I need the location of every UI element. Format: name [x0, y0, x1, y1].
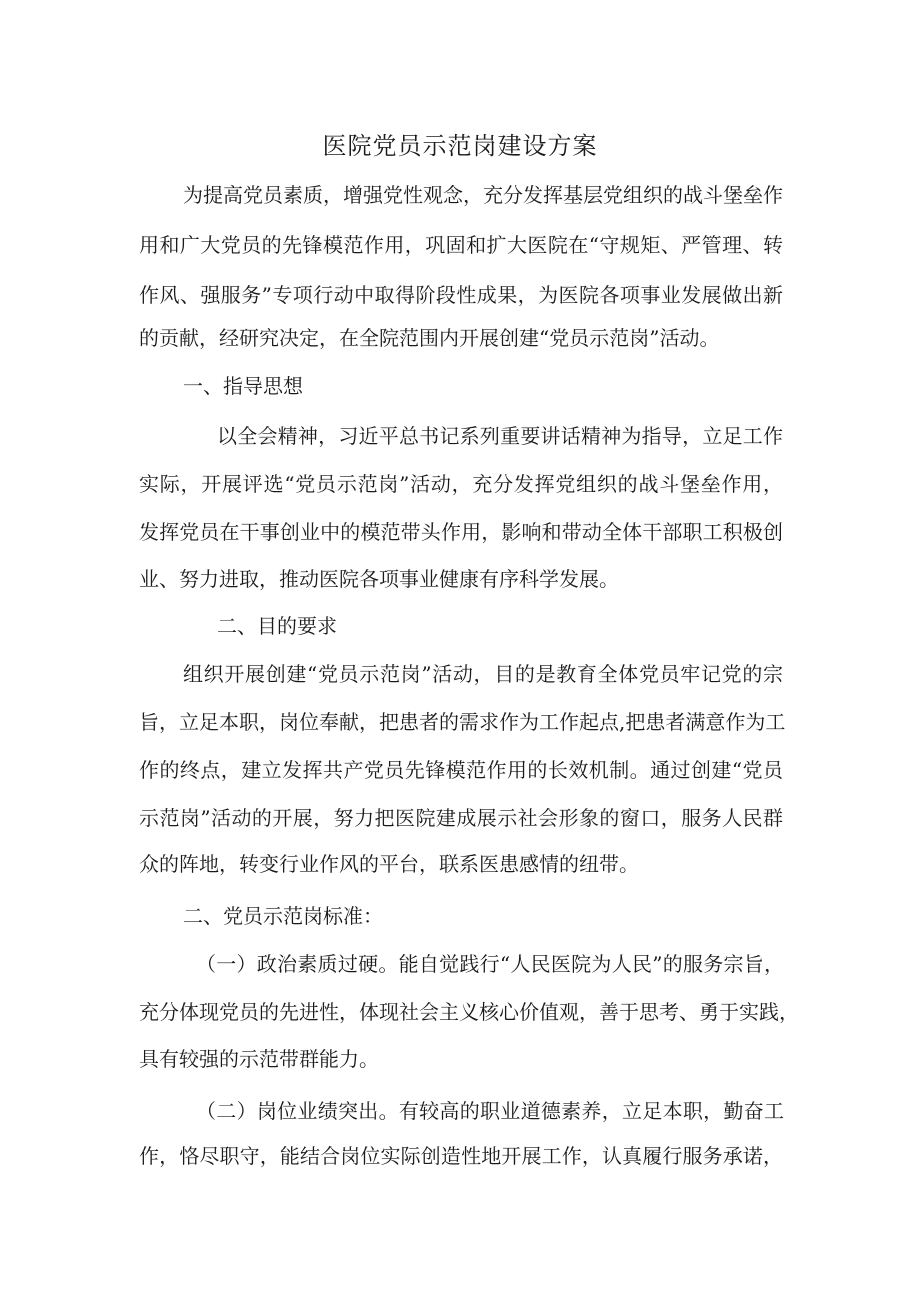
section2-line-4: 示范岗”活动的开展，努力把医院建成展示社会形象的窗口，服务人民群 — [139, 806, 783, 830]
intro-line-4: 的贡献，经研究决定，在全院范围内开展创建“党员示范岗”活动。 — [139, 326, 720, 350]
section-heading-guiding-ideology: 一、指导思想 — [183, 374, 303, 398]
section1-line-3: 发挥党员在干事创业中的模范带头作用，影响和带动全体干部职工积极创 — [139, 520, 783, 544]
standard1-line-3: 具有较强的示范带群能力。 — [139, 1047, 379, 1071]
section1-line-4: 业、努力进取，推动医院各项事业健康有序科学发展。 — [139, 567, 619, 591]
section-heading-objectives: 二、目的要求 — [217, 614, 337, 638]
section2-line-1: 组织开展创建“党员示范岗”活动，目的是教育全体党员牢记党的宗 — [183, 662, 783, 686]
intro-line-3: 作风、强服务”专项行动中取得阶段性成果，为医院各项事业发展做出新 — [139, 283, 783, 307]
intro-line-2: 用和广大党员的先锋模范作用，巩固和扩大医院在“守规矩、严管理、转 — [139, 233, 783, 257]
section2-line-5: 众的阵地，转变行业作风的平台，联系医患感情的纽带。 — [139, 852, 639, 876]
standard1-line-1: （一）政治素质过硬。能自觉践行“人民医院为人民”的服务宗旨， — [196, 952, 784, 976]
section-heading-standards: 二、党员示范岗标准： — [183, 904, 383, 928]
section2-line-2: 旨，立足本职，岗位奉献，把患者的需求作为工作起点,把患者满意作为工 — [139, 710, 786, 734]
section2-line-3: 作的终点，建立发挥共产党员先锋模范作用的长效机制。通过创建“党员 — [139, 758, 783, 782]
intro-line-1: 为提高党员素质，增强党性观念，充分发挥基层党组织的战斗堡垒作 — [183, 183, 783, 207]
standard2-line-2: 作，恪尽职守，能结合岗位实际创造性地开展工作，认真履行服务承诺， — [139, 1144, 783, 1168]
document-title: 医院党员示范岗建设方案 — [322, 132, 598, 160]
section1-line-2: 实际，开展评选“党员示范岗”活动，充分发挥党组织的战斗堡垒作用， — [139, 472, 783, 496]
section1-line-1: 以全会精神，习近平总书记系列重要讲话精神为指导，立足工作 — [217, 424, 783, 448]
standard1-line-2: 充分体现党员的先进性，体现社会主义核心价值观，善于思考、勇于实践， — [139, 1000, 799, 1024]
standard2-line-1: （二）岗位业绩突出。有较高的职业道德素养，立足本职，勤奋工 — [196, 1099, 784, 1123]
